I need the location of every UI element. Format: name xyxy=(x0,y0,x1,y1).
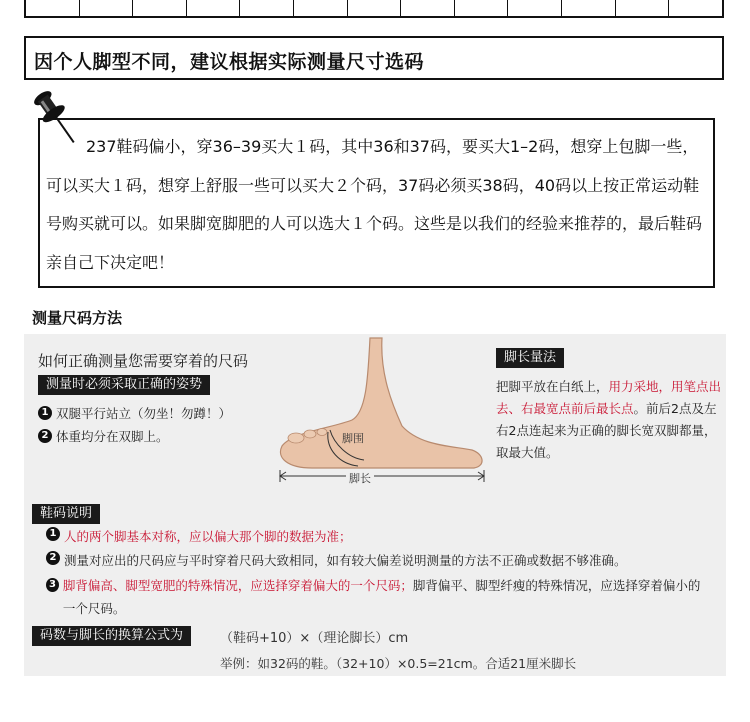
table-cell xyxy=(401,0,455,16)
table-cell xyxy=(616,0,670,16)
table-cell xyxy=(187,0,241,16)
method-text: 把脚平放在白纸上，用力采地，用笔点出去、右最宽点前后最长点。前后2点及左右2点连起来为正确的脚长宽双脚都量，取最大值。 xyxy=(496,379,722,460)
posture-label: 测量时必须采取正确的姿势 xyxy=(38,375,210,395)
table-cell xyxy=(455,0,509,16)
size-table-bottom-edge xyxy=(24,0,724,18)
foot-length-label: 脚长 xyxy=(346,470,374,486)
size-note-1: 1 人的两个脚基本对称，应以偏大那个脚的数据为准； xyxy=(46,527,352,545)
posture-step-1: 1 双腿平行站立（勿坐！勿蹲！） xyxy=(38,404,231,422)
method-label: 脚长量法 xyxy=(496,348,564,368)
measurement-panel xyxy=(24,334,726,676)
sizing-heading-box xyxy=(24,36,724,80)
formula-example: 举例：如32码的鞋。（32+10）×0.5=21cm。合适21厘米脚长 xyxy=(220,656,577,671)
size-note-3: 3 脚背偏高、脚型宽肥的特殊情况，应选择穿着偏大的一个尺码；脚背偏平、脚型纤瘦的特殊情况，应选择穿着偏小的一个尺码。 xyxy=(46,574,706,620)
size-notes-label: 鞋码说明 xyxy=(32,504,100,524)
table-cell xyxy=(348,0,402,16)
formula-label: 码数与脚长的换算公式为 xyxy=(32,626,191,646)
panel-title: 如何正确测量您需要穿着的尺码 xyxy=(38,352,249,370)
formula-text: （鞋码+10）×（理论脚长）cm xyxy=(220,631,409,646)
foot-illustration xyxy=(252,334,502,494)
posture-step-2: 2 体重均分在双脚上。 xyxy=(38,427,169,445)
table-cell xyxy=(669,0,722,16)
table-cell xyxy=(562,0,616,16)
table-cell xyxy=(508,0,562,16)
table-cell xyxy=(294,0,348,16)
size-note-2: 2 测量对应出的尺码应与平时穿着尺码大致相同，如有较大偏差说明测量的方法不正确或数据不够准确。 xyxy=(46,551,627,569)
foot-circumference-label: 脚围 xyxy=(342,432,364,445)
section-title: 测量尺码方法 xyxy=(32,309,123,327)
sizing-heading: 因个人脚型不同，建议根据实际测量尺寸选码 xyxy=(34,51,425,73)
table-cell xyxy=(26,0,80,16)
pushpin-icon xyxy=(26,82,86,152)
table-cell xyxy=(80,0,134,16)
table-cell xyxy=(240,0,294,16)
recommendation-box xyxy=(38,118,715,288)
table-cell xyxy=(133,0,187,16)
recommendation-text: 237鞋码偏小，穿36–39买大１码，其中36和37码，要买大1–2码，想穿上包脚一些，可以买大１码，想穿上舒服一些可以买大２个码，37码必须买38码，40码以上按正常运动鞋号购买就可以。如果脚宽脚肥的人可以选大１个码。这些是以我们的经验来推荐的，最后鞋码亲自己下决定吧！ xyxy=(46,137,703,272)
